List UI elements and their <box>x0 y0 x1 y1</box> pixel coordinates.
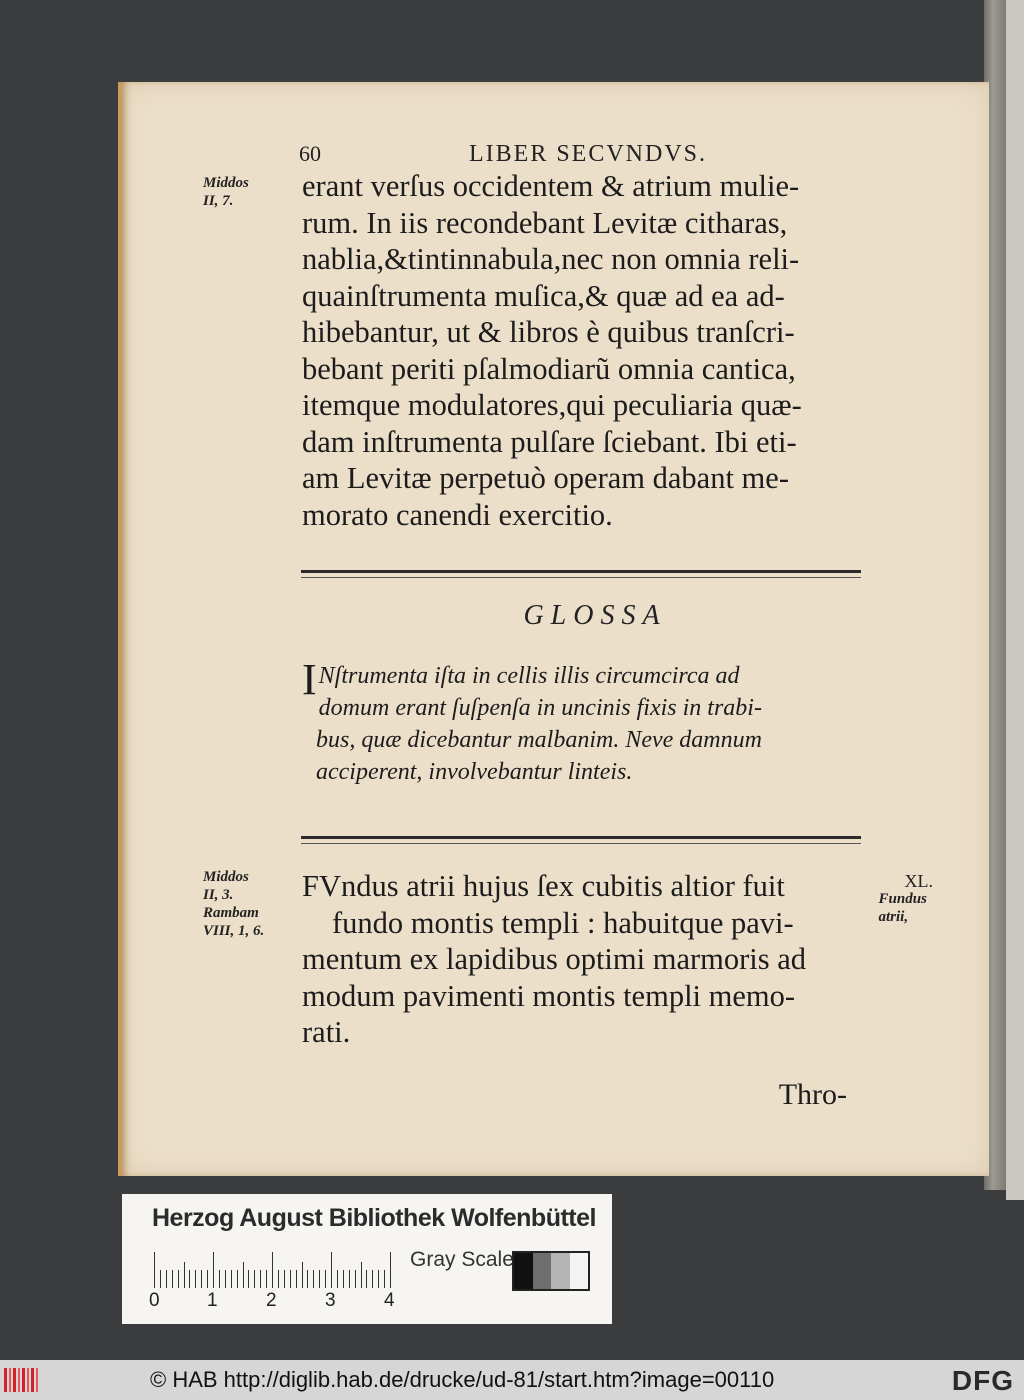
gray-swatch <box>570 1253 589 1289</box>
ruler-tick <box>325 1270 326 1288</box>
ruler-tick <box>213 1252 214 1288</box>
scale-number: 4 <box>384 1290 395 1311</box>
catchword: Thro- <box>778 1078 847 1111</box>
margin-note-line: II, 7. <box>203 193 234 209</box>
gray-swatch <box>533 1253 552 1289</box>
text-line: fundo montis templi : habuitque pavi- <box>332 905 794 940</box>
scale-ruler <box>154 1248 394 1288</box>
footer-bar <box>0 1360 1024 1400</box>
library-name: Herzog August Bibliothek Wolfenbüttel <box>152 1204 596 1232</box>
margin-note-line: Rambam <box>203 905 259 921</box>
text-line: modum pavimenti montis templi memo- <box>302 978 796 1013</box>
ruler-tick <box>390 1252 391 1288</box>
glossa-paragraph <box>302 655 862 788</box>
ruler-tick <box>254 1270 255 1288</box>
margin-note-left-2 <box>203 868 264 940</box>
ruler-tick <box>160 1270 161 1288</box>
text-line: mentum ex lapidibus optimi marmoris ad <box>302 942 807 976</box>
scale-number: 3 <box>325 1290 336 1311</box>
page-number: 60 <box>299 141 321 166</box>
ruler-tick <box>166 1270 167 1288</box>
text-line: morato canendi exercitio. <box>302 497 613 532</box>
ruler-tick <box>219 1270 220 1288</box>
text-line: rum. In iis recondebant Levitæ citharas, <box>302 205 788 240</box>
ruler-tick <box>319 1270 320 1288</box>
scale-number: 2 <box>266 1290 277 1311</box>
color-target-card <box>122 1194 612 1324</box>
ruler-tick <box>278 1270 279 1288</box>
ruler-tick <box>260 1270 261 1288</box>
text-line: bus, quæ dicebantur malbanim. Neve damnum <box>316 727 762 753</box>
text-line: hibebantur, ut & libros è quibus tranſcri- <box>302 315 795 349</box>
ruler-tick <box>349 1270 350 1288</box>
ruler-tick <box>189 1270 190 1288</box>
ruler-tick <box>372 1270 373 1288</box>
ruler-tick <box>378 1270 379 1288</box>
ruler-tick <box>355 1270 356 1288</box>
text-line: itemque modulatores,qui peculiaria quæ- <box>302 388 802 422</box>
margin-note-line: Fundus <box>878 891 927 907</box>
ruler-tick <box>366 1270 367 1288</box>
ruler-tick <box>266 1270 267 1288</box>
ruler-tick <box>237 1270 238 1288</box>
glossa-heading: GLOSSA <box>523 600 667 631</box>
gray-swatch <box>551 1253 570 1289</box>
text-line: domum erant ſuſpenſa in uncinis fixis in trabi- <box>318 695 762 721</box>
divider-rule-bottom <box>301 836 861 844</box>
ruler-tick <box>184 1262 185 1288</box>
hab-logo-icon <box>4 1368 42 1392</box>
ruler-tick <box>243 1262 244 1288</box>
ruler-tick <box>343 1270 344 1288</box>
ruler-tick <box>302 1262 303 1288</box>
margin-note-line: VIII, 1, 6. <box>203 923 265 939</box>
paragraph-1 <box>302 168 862 533</box>
margin-note-line: Middos <box>203 869 249 885</box>
gray-scale-label: Gray Scale <box>410 1248 514 1271</box>
text-line: bebant periti pſalmodiarũ omnia cantica, <box>302 351 796 386</box>
ruler-tick <box>313 1270 314 1288</box>
ruler-tick <box>231 1270 232 1288</box>
scale-number: 0 <box>149 1290 160 1311</box>
ruler-tick <box>290 1270 291 1288</box>
margin-note-line: Middos <box>203 175 249 191</box>
ruler-tick <box>154 1252 155 1288</box>
running-head: LIBER SECVNDVS. <box>469 141 708 167</box>
ruler-tick <box>248 1270 249 1288</box>
divider-rule-top <box>301 570 861 578</box>
drop-cap: I <box>302 655 317 704</box>
scale-number: 1 <box>207 1290 218 1311</box>
source-url[interactable]: © HAB http://diglib.hab.de/drucke/ud-81/start.htm?image=00110 <box>150 1367 775 1392</box>
ruler-tick <box>225 1270 226 1288</box>
ruler-tick <box>307 1270 308 1288</box>
ruler-tick <box>331 1252 332 1288</box>
gray-scale-swatches <box>512 1251 590 1291</box>
text-line: Nſtrumenta iſta in cellis illis circumcirca ad <box>318 663 740 689</box>
margin-note-line: atrii, <box>878 909 909 925</box>
text-line: FVndus atrii hujus ſex cubitis altior fuit <box>302 869 785 903</box>
section-number: XL. <box>904 871 933 891</box>
text-line: am Levitæ perpetuò operam dabant me- <box>302 461 789 495</box>
ruler-tick <box>207 1270 208 1288</box>
ruler-tick <box>201 1270 202 1288</box>
book-page <box>118 82 989 1176</box>
ruler-tick <box>195 1270 196 1288</box>
margin-note-left-1 <box>203 174 249 210</box>
text-line: erant verſus occidentem & atrium mulie- <box>302 169 800 203</box>
text-line: acciperent, involvebantur linteis. <box>316 759 633 785</box>
text-line: nablia,&tintinnabula,nec non omnia reli- <box>302 242 800 276</box>
ruler-tick <box>296 1270 297 1288</box>
text-line: dam inſtrumenta pulſare ſciebant. Ibi eti- <box>302 424 797 459</box>
ruler-tick <box>361 1262 362 1288</box>
text-line: rati. <box>302 1015 351 1049</box>
dfg-logo: DFG <box>951 1365 1014 1396</box>
ruler-tick <box>384 1270 385 1288</box>
ruler-tick <box>337 1270 338 1288</box>
gray-swatch <box>514 1253 533 1289</box>
paragraph-2 <box>302 868 862 1051</box>
ruler-tick <box>284 1270 285 1288</box>
text-line: quainſtrumenta muſica,& quæ ad ea ad- <box>302 278 785 313</box>
ruler-tick <box>172 1270 173 1288</box>
margin-note-line: II, 3. <box>203 887 234 903</box>
ruler-tick <box>178 1270 179 1288</box>
ruler-tick <box>272 1252 273 1288</box>
margin-note-right <box>879 872 934 926</box>
adjacent-page-edge-light <box>1006 0 1024 1200</box>
